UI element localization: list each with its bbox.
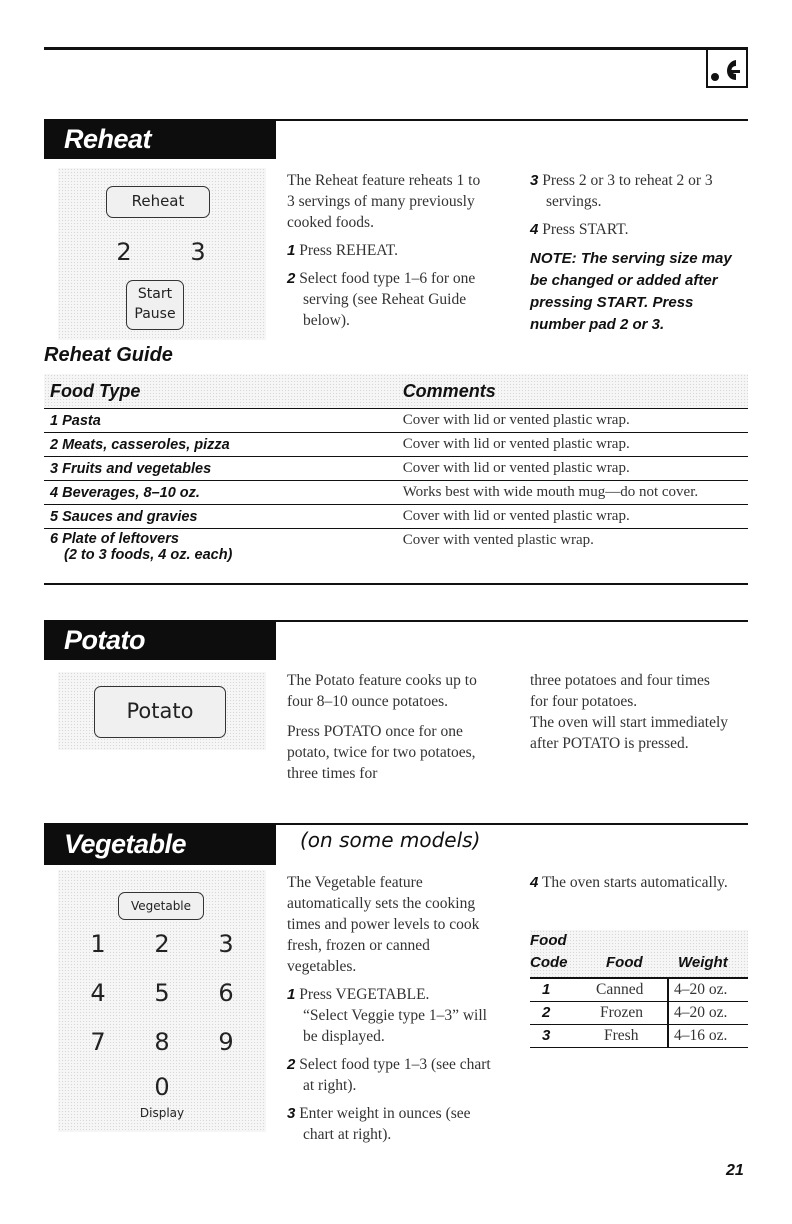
- guide-header-row: [44, 374, 748, 409]
- potato-column-1: [287, 670, 499, 784]
- reheat-column-1: [287, 170, 487, 331]
- step-number: 4: [530, 874, 539, 891]
- vegetable-column-1: [287, 872, 492, 1145]
- vegetable-step-3: [287, 1103, 492, 1145]
- digit-key-4[interactable]: 4: [90, 979, 106, 1007]
- reheat-note: NOTE: The serving size may be changed or added after pressing START. Press number pad 2 or 3.: [530, 250, 732, 333]
- chart-row: [530, 1025, 748, 1048]
- step-text: Enter weight in ounces (see chart at right).: [299, 1105, 471, 1143]
- potato-text-1: The Potato feature cooks up to four 8–10 ounce potatoes.: [287, 672, 477, 710]
- vegetable-step-4: [530, 872, 750, 893]
- potato-text-4: The oven will start immediately after POTATO is pressed.: [530, 714, 729, 752]
- step-number: 1: [287, 986, 296, 1003]
- guide-bottom-rule: [44, 583, 748, 585]
- top-rule: [44, 47, 748, 50]
- guide-food: 2 Meats, casseroles, pizza: [44, 433, 395, 457]
- step-number: 2: [287, 1056, 296, 1073]
- vegetable-step-1: [287, 984, 492, 1005]
- digit-key-2[interactable]: 2: [116, 238, 132, 266]
- start-key-label: Start: [137, 286, 173, 302]
- step-number: 4: [530, 221, 539, 238]
- chart-header-food: Food: [606, 954, 643, 971]
- guide-comment: Cover with lid or vented plastic wrap.: [395, 409, 748, 433]
- chart-code: 2: [542, 1004, 551, 1021]
- guide-comment: Cover with lid or vented plastic wrap.: [395, 433, 748, 457]
- digit-key-9[interactable]: 9: [218, 1028, 234, 1056]
- digit-key-2[interactable]: 2: [154, 930, 170, 958]
- header-food-type: Food Type: [50, 380, 141, 401]
- vegetable-step-1-extra: “Select Veggie type 1–3” will be displayed.: [303, 1007, 487, 1045]
- digit-key-0[interactable]: 0: [154, 1073, 170, 1101]
- step-text: Press START.: [542, 221, 629, 238]
- guide-row: [44, 457, 748, 481]
- guide-comment: Cover with lid or vented plastic wrap.: [395, 505, 748, 529]
- vegetable-keypad-panel: [58, 870, 266, 1132]
- reheat-key[interactable]: Reheat: [106, 186, 210, 218]
- guide-row: [44, 529, 748, 578]
- reheat-column-2: [530, 170, 750, 336]
- step-text: Press REHEAT.: [299, 242, 398, 259]
- chart-weight: 4–20 oz.: [674, 981, 728, 998]
- guide-comment: Cover with vented plastic wrap.: [395, 529, 748, 578]
- potato-text-2: Press POTATO once for one potato, twice for two potatoes, three times for: [287, 723, 476, 782]
- reheat-keypad-panel: [58, 168, 266, 340]
- digit-key-3[interactable]: 3: [218, 930, 234, 958]
- vegetable-key[interactable]: Vegetable: [118, 892, 204, 920]
- step-text: Press 2 or 3 to reheat 2 or 3 servings.: [542, 172, 713, 210]
- potato-key[interactable]: Potato: [94, 686, 226, 738]
- reheat-step-4: [530, 219, 750, 240]
- reheat-guide-title: Reheat Guide: [44, 344, 173, 366]
- step-text: The oven starts automatically.: [541, 874, 728, 891]
- vegetable-intro: The Vegetable feature automatically sets the cooking times and power levels to cook fresh, frozen or canned vegetables.: [287, 874, 480, 975]
- potato-section-tab: Potato: [44, 620, 276, 660]
- digit-key-1[interactable]: 1: [90, 930, 106, 958]
- chart-row: [530, 1002, 748, 1025]
- display-label: Display: [139, 1106, 185, 1120]
- chart-code: 1: [542, 981, 551, 998]
- vegetable-column-2: [530, 872, 750, 893]
- pause-key-label: Pause: [134, 306, 176, 322]
- digit-key-6[interactable]: 6: [218, 979, 234, 1007]
- guide-row: [44, 481, 748, 505]
- start-pause-key[interactable]: [126, 280, 184, 330]
- guide-food: [44, 529, 395, 578]
- guide-comment: Cover with lid or vented plastic wrap.: [395, 457, 748, 481]
- step-number: 3: [530, 172, 539, 189]
- guide-row: [44, 409, 748, 433]
- page-number: 21: [726, 1162, 744, 1179]
- header-comments: Comments: [402, 380, 496, 401]
- vegetable-subtitle: (on some models): [300, 828, 481, 852]
- vegetable-section-tab: Vegetable: [44, 823, 276, 865]
- potato-text-3: three potatoes and four times for four potatoes.: [530, 672, 710, 710]
- vegetable-section-rule: [276, 823, 748, 825]
- reheat-section-tab: Reheat: [44, 119, 276, 159]
- step-number: 3: [287, 1105, 296, 1122]
- reheat-guide-table: [44, 374, 748, 579]
- step-text: Select food type 1–6 for one serving (see Reheat Guide below).: [299, 270, 476, 329]
- microwave-logo-icon: [706, 50, 748, 88]
- reheat-step-2: [287, 268, 487, 331]
- vegetable-step-2: [287, 1054, 492, 1096]
- guide-food: 5 Sauces and gravies: [44, 505, 395, 529]
- step-number: 2: [287, 270, 296, 287]
- reheat-step-3: [530, 170, 750, 212]
- reheat-section-rule: [276, 119, 748, 121]
- chart-food: Frozen: [600, 1004, 644, 1021]
- guide-food: 1 Pasta: [44, 409, 395, 433]
- potato-keypad-panel: [58, 672, 266, 750]
- potato-column-2: [530, 670, 730, 754]
- reheat-intro: The Reheat feature reheats 1 to 3 servings of many previously cooked foods.: [287, 172, 481, 231]
- chart-weight: 4–20 oz.: [674, 1004, 728, 1021]
- digit-key-8[interactable]: 8: [154, 1028, 170, 1056]
- guide-comment: Works best with wide mouth mug—do not cover.: [395, 481, 748, 505]
- guide-food: 3 Fruits and vegetables: [44, 457, 395, 481]
- reheat-step-1: [287, 240, 487, 261]
- guide-food-line1: 6 Plate of leftovers: [50, 531, 179, 547]
- chart-food: Fresh: [604, 1027, 639, 1044]
- step-text: Select food type 1–3 (see chart at right).: [299, 1056, 491, 1094]
- guide-food-line2: (2 to 3 foods, 4 oz. each): [64, 547, 233, 563]
- potato-section-rule: [276, 620, 748, 622]
- chart-row: [530, 979, 748, 1002]
- step-number: 1: [287, 242, 296, 259]
- guide-food: 4 Beverages, 8–10 oz.: [44, 481, 395, 505]
- guide-row: [44, 505, 748, 529]
- digit-key-3[interactable]: 3: [190, 238, 206, 266]
- chart-weight: 4–16 oz.: [674, 1027, 728, 1044]
- chart-food: Canned: [596, 981, 644, 998]
- chart-code: 3: [542, 1027, 551, 1044]
- chart-header-code-2: Code: [530, 954, 568, 971]
- chart-header-code-1: Food: [530, 932, 567, 949]
- guide-row: [44, 433, 748, 457]
- digit-key-5[interactable]: 5: [154, 979, 170, 1007]
- digit-key-7[interactable]: 7: [90, 1028, 106, 1056]
- step-text: Press VEGETABLE.: [299, 986, 430, 1003]
- chart-header-weight: Weight: [678, 954, 728, 971]
